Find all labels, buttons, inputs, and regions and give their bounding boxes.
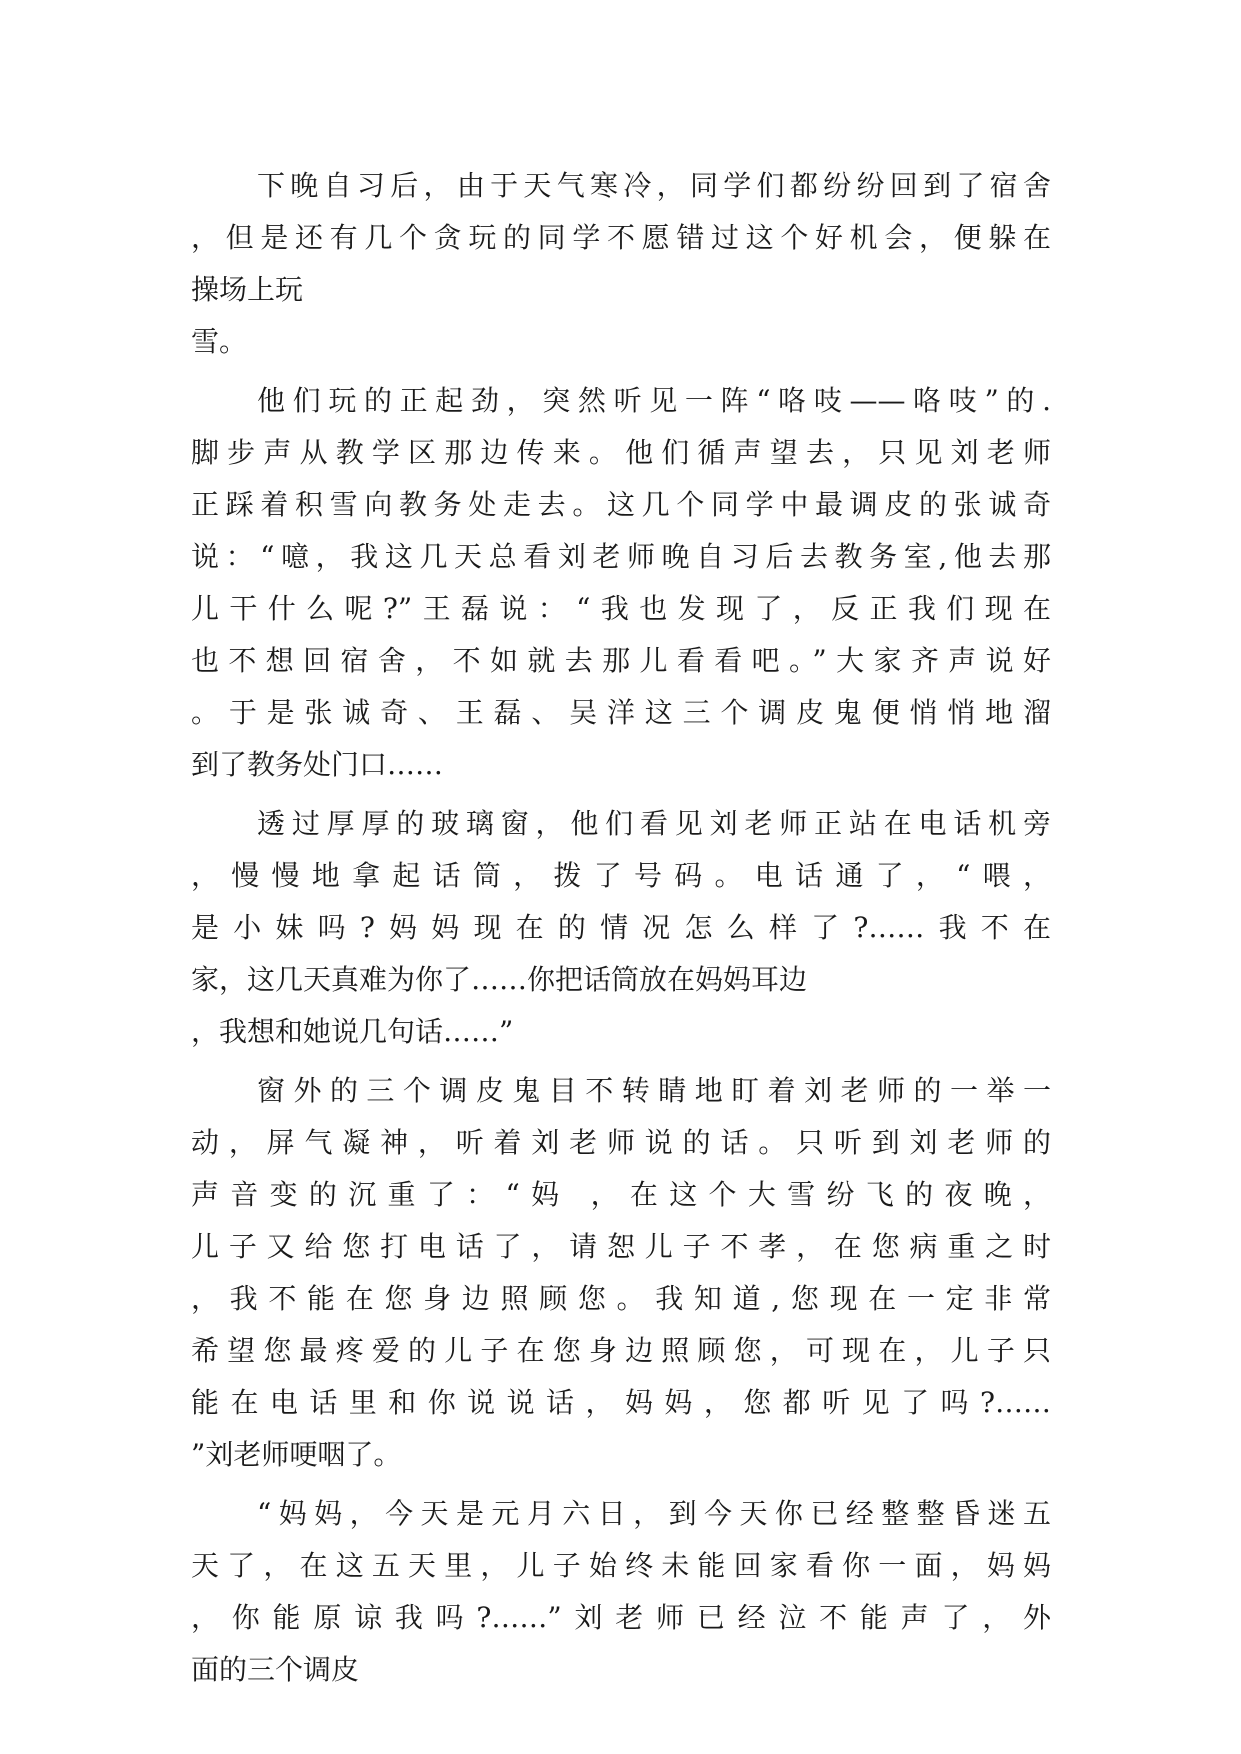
paragraph (191, 375, 1051, 791)
paragraph (191, 1065, 1051, 1481)
text-line: 雪。 (191, 325, 248, 358)
text-line: 到了教务处门口…… (191, 748, 444, 781)
text-line: ，我不能在您身边照顾您。我知道,您现在一定非常 (191, 1282, 1051, 1315)
text-line: 儿干什么呢?”王磊说：“我也发现了，反正我们现在 (191, 592, 1051, 625)
text-line: ，但是还有几个贪玩的同学不愿错过这个好机会，便躲在 (191, 221, 1051, 254)
text-line: 窗外的三个调皮鬼目不转睛地盯着刘老师的一举一 (257, 1074, 1051, 1107)
text-line: 他们玩的正起劲，突然听见一阵“咯吱——咯吱”的. (257, 384, 1051, 417)
paragraph (191, 1488, 1051, 1696)
text-line: 正踩着积雪向教务处走去。这几个同学中最调皮的张诚奇 (191, 488, 1051, 521)
text-line: 希望您最疼爱的儿子在您身边照顾您，可现在，儿子只 (191, 1334, 1051, 1367)
text-line: 是小妹吗?妈妈现在的情况怎么样了?……我不在 (191, 911, 1051, 944)
text-line: 儿子又给您打电话了，请恕儿子不孝，在您病重之时 (191, 1230, 1051, 1263)
text-line: “妈妈，今天是元月六日，到今天你已经整整昏迷五 (257, 1497, 1051, 1530)
text-line: 也不想回宿舍，不如就去那儿看看吧。”大家齐声说好 (191, 644, 1051, 677)
text-line: 能在电话里和你说说话，妈妈，您都听见了吗?…… (191, 1386, 1051, 1419)
text-line: 。于是张诚奇、王磊、吴洋这三个调皮鬼便悄悄地溜 (191, 696, 1051, 729)
text-line: 说：“噫，我这几天总看刘老师晚自习后去教务室,他去那 (191, 540, 1051, 573)
text-line: ，我想和她说几句话……” (191, 1015, 514, 1048)
text-line: 操场上玩 (191, 273, 304, 306)
text-line: 天了，在这五天里，儿子始终未能回家看你一面，妈妈 (191, 1549, 1051, 1582)
body-text (191, 160, 1051, 1703)
text-line: 下晚自习后，由于天气寒冷，同学们都纷纷回到了宿舍 (257, 169, 1051, 202)
text-line: 透过厚厚的玻璃窗，他们看见刘老师正站在电话机旁 (257, 807, 1051, 840)
paragraph (191, 160, 1051, 368)
text-line: ，你能原谅我吗?……”刘老师已经泣不能声了，外 (191, 1601, 1051, 1634)
text-line: 脚步声从教学区那边传来。他们循声望去，只见刘老师 (191, 436, 1051, 469)
text-line: 动，屏气凝神，听着刘老师说的话。只听到刘老师的 (191, 1126, 1051, 1159)
text-line: 家，这几天真难为你了……你把话筒放在妈妈耳边 (191, 963, 808, 996)
text-line: 声音变的沉重了：“妈 ，在这个大雪纷飞的夜晚， (191, 1178, 1051, 1211)
text-line: ”刘老师哽咽了。 (191, 1438, 402, 1471)
text-line: 面的三个调皮 (191, 1653, 360, 1686)
paragraph (191, 798, 1051, 1058)
text-line: ，慢慢地拿起话筒，拨了号码。电话通了，“喂， (191, 859, 1051, 892)
